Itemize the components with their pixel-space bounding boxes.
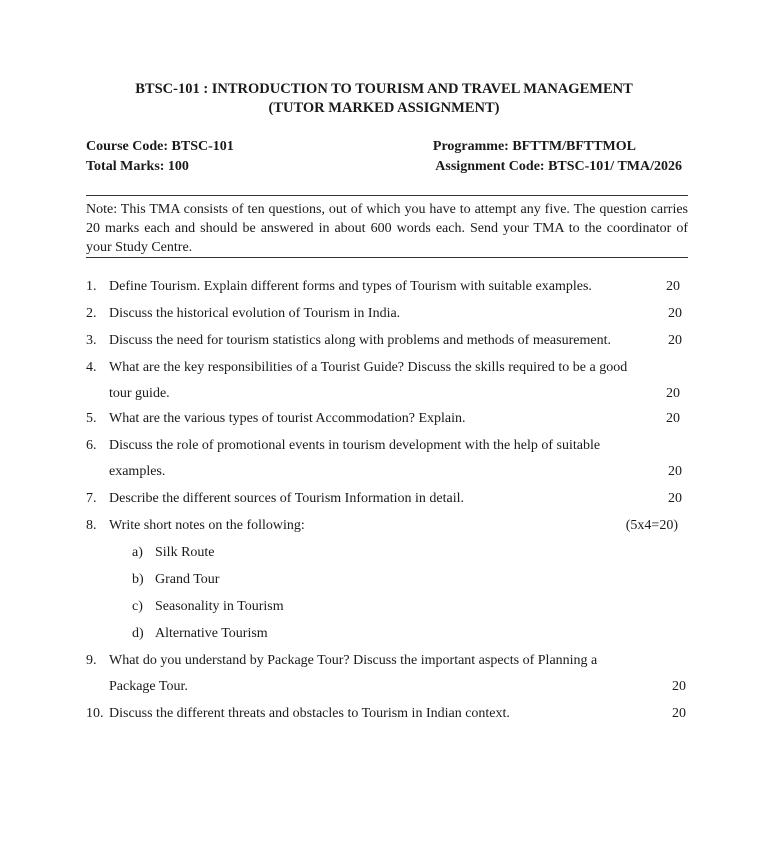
subitem-letter: a) bbox=[132, 545, 143, 560]
question-number: 9. bbox=[86, 653, 97, 668]
total-marks: Total Marks: 100 bbox=[86, 159, 189, 174]
question-marks: (5x4=20) bbox=[625, 518, 678, 533]
question-text-continued: tour guide. bbox=[109, 386, 170, 401]
question-marks: 20 bbox=[672, 679, 686, 694]
question-number: 10. bbox=[86, 706, 104, 721]
course-code: Course Code: BTSC-101 bbox=[86, 139, 234, 154]
question-number: 3. bbox=[86, 333, 97, 348]
subitem-letter: c) bbox=[132, 599, 143, 614]
assignment-note: Note: This TMA consists of ten questions, out of which you have to attempt any five. The question carries 20 marks each and should be answered in about 600 words each. Send your TMA to the coordinator of your Study Centre. bbox=[86, 202, 688, 255]
question-text-continued: examples. bbox=[109, 464, 166, 479]
question-marks: 20 bbox=[666, 411, 680, 426]
note-top-rule bbox=[86, 195, 688, 196]
question-text: Discuss the need for tourism statistics along with problems and methods of measurement. bbox=[109, 333, 611, 348]
assignment-code: Assignment Code: BTSC-101/ TMA/2026 bbox=[435, 159, 682, 174]
question-text: What are the key responsibilities of a Tourist Guide? Discuss the skills required to be a good bbox=[109, 360, 628, 375]
question-text: Define Tourism. Explain different forms and types of Tourism with suitable examples. bbox=[109, 279, 592, 294]
programme: Programme: BFTTM/BFTTMOL bbox=[432, 139, 636, 154]
subitem-text: Silk Route bbox=[155, 545, 215, 560]
question-number: 1. bbox=[86, 279, 97, 294]
question-number: 5. bbox=[86, 411, 97, 426]
question-text: Discuss the different threats and obstacles to Tourism in Indian context. bbox=[109, 706, 510, 721]
subitem-text: Grand Tour bbox=[155, 572, 220, 587]
subitem-text: Alternative Tourism bbox=[155, 626, 268, 641]
note-bottom-rule bbox=[86, 257, 688, 258]
question-text-continued: Package Tour. bbox=[109, 679, 188, 694]
document-title: BTSC-101 : INTRODUCTION TO TOURISM AND TRAVEL MANAGEMENT bbox=[135, 81, 633, 97]
question-number: 2. bbox=[86, 306, 97, 321]
question-marks: 20 bbox=[666, 386, 680, 401]
subitem-text: Seasonality in Tourism bbox=[155, 599, 284, 614]
question-text: What do you understand by Package Tour? Discuss the important aspects of Planning a bbox=[109, 653, 598, 668]
question-number: 7. bbox=[86, 491, 97, 506]
question-marks: 20 bbox=[668, 491, 682, 506]
question-marks: 20 bbox=[672, 706, 686, 721]
question-marks: 20 bbox=[668, 464, 682, 479]
subitem-letter: b) bbox=[132, 572, 144, 587]
question-marks: 20 bbox=[668, 306, 682, 321]
question-number: 8. bbox=[86, 518, 97, 533]
question-text: Write short notes on the following: bbox=[109, 518, 305, 533]
question-text: Describe the different sources of Tourism Information in detail. bbox=[109, 491, 465, 506]
question-text: Discuss the historical evolution of Tourism in India. bbox=[109, 306, 401, 321]
subitem-letter: d) bbox=[132, 626, 144, 641]
question-number: 4. bbox=[86, 360, 97, 375]
question-text: Discuss the role of promotional events in tourism development with the help of suitable bbox=[109, 438, 601, 453]
question-marks: 20 bbox=[666, 279, 680, 294]
question-text: What are the various types of tourist Accommodation? Explain. bbox=[109, 411, 466, 426]
question-number: 6. bbox=[86, 438, 97, 453]
question-marks: 20 bbox=[668, 333, 682, 348]
document-subtitle: (TUTOR MARKED ASSIGNMENT) bbox=[268, 100, 500, 116]
